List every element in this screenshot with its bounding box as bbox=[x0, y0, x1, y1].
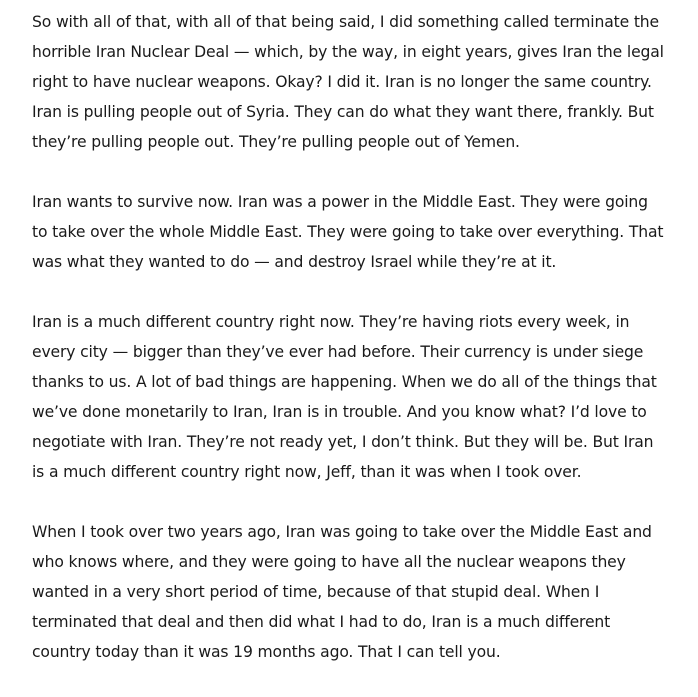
paragraph-2: Iran wants to survive now. Iran was a power in the Middle East. They were going to take over the whole Middle East. They were going to take over everything. That was what they wanted to do — and destroy Israel while they’re at it. bbox=[32, 193, 664, 271]
transcript-document bbox=[32, 7, 672, 697]
paragraph-3: Iran is a much different country right now. They’re having riots every week, in every city — bigger than they’ve ever had before. Their currency is under siege thanks to us. A lot of bad things are happening. When we do all of the things that we’ve done monetarily to Iran, Iran is in trouble. And you know what? I’d love to negotiate with Iran. They’re not ready yet, I don’t think. But they will be. But Iran is a much different country right now, Jeff, than it was when I took over. bbox=[32, 313, 657, 481]
paragraph-1: So with all of that, with all of that being said, I did something called terminate the horrible Iran Nuclear Deal — which, by the way, in eight years, gives Iran the legal right to have nuclear weapons. Okay? I did it. Iran is no longer the same country. Iran is pulling people out of Syria. They can do what they want there, frankly. But they’re pulling people out. They’re pulling people out of Yemen. bbox=[32, 13, 664, 151]
paragraph-4: When I took over two years ago, Iran was going to take over the Middle East and who knows where, and they were going to have all the nuclear weapons they wanted in a very short period of time, because of that stupid deal. When I terminated that deal and then did what I had to do, Iran is a much different country today than it was 19 months ago. That I can tell you. bbox=[32, 523, 652, 661]
